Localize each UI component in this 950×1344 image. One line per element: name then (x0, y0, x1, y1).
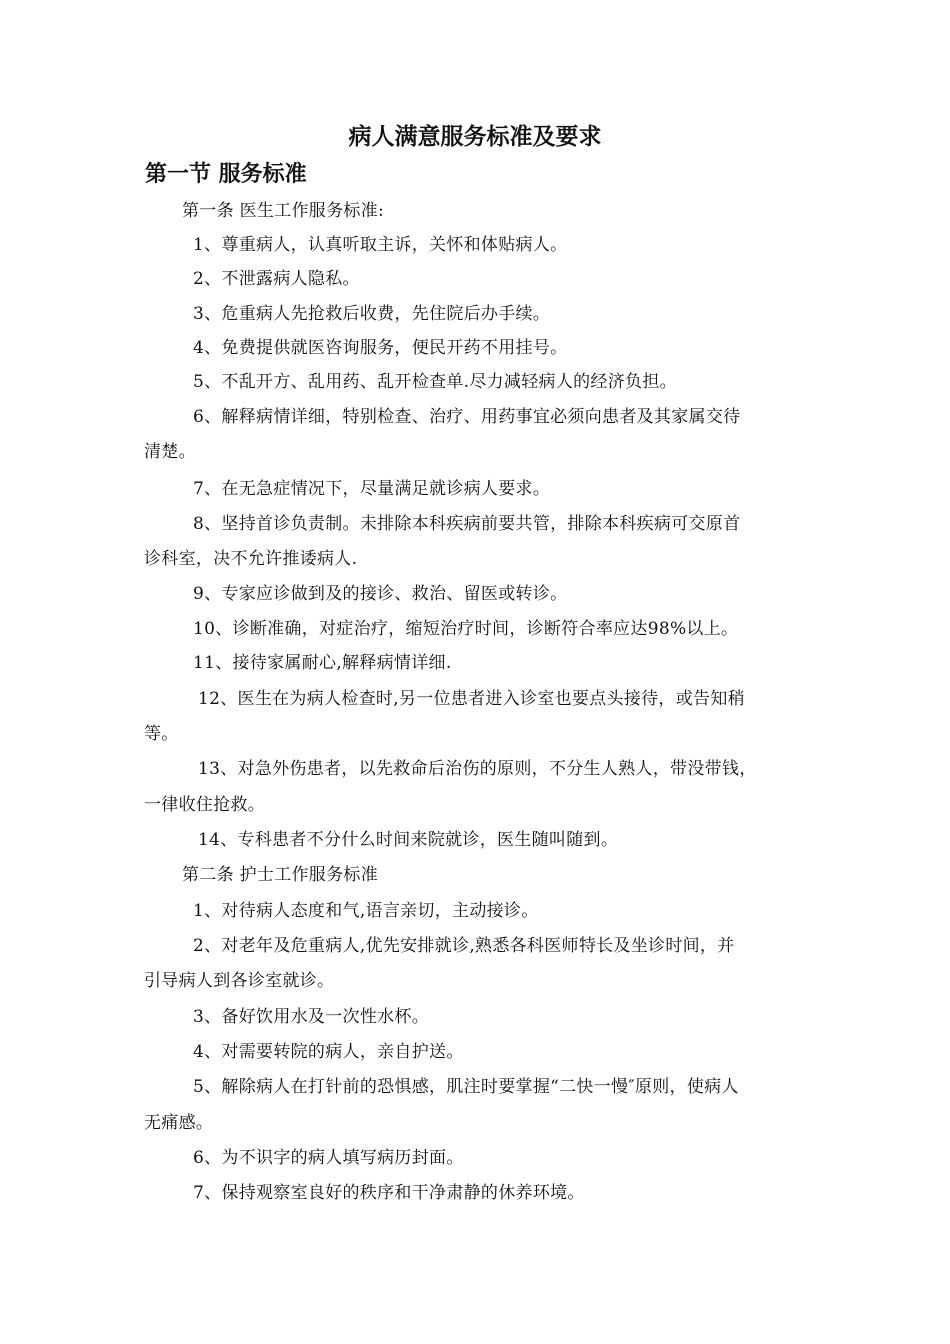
document-title: 病人满意服务标准及要求 (348, 123, 602, 150)
doctor-item-6: 6、解释病情详细，特别检查、治疗、用药事宜必须向患者及其家属交待 (193, 407, 741, 427)
doctor-item-8: 8、坚持首诊负责制。未排除本科疾病前要共管，排除本科疾病可交原首 (193, 514, 741, 534)
doctor-item-13: 13、对急外伤患者，以先救命后治伤的原则，不分生人熟人，带没带钱， (198, 759, 757, 779)
doctor-item-1: 1、尊重病人，认真听取主诉，关怀和体贴病人。 (193, 235, 568, 255)
section-heading: 第一节 服务标准 (145, 161, 307, 187)
article-heading-nurse: 第二条 护士工作服务标准 (182, 865, 379, 885)
doctor-item-14: 14、专科患者不分什么时间来院就诊，医生随叫随到。 (198, 830, 619, 850)
doctor-item-4: 4、免费提供就医咨询服务，便民开药不用挂号。 (193, 338, 568, 358)
article-heading-doctor: 第一条 医生工作服务标准: (182, 201, 385, 221)
nurse-item-6: 6、为不识字的病人填写病历封面。 (193, 1148, 464, 1168)
doctor-item-7: 7、在无急症情况下，尽量满足就诊病人要求。 (193, 479, 551, 499)
doctor-item-12: 12、医生在为病人检查时,另一位患者进入诊室也要点头接待，或告知稍 (198, 689, 745, 709)
doctor-item-11: 11、接待家属耐心,解释病情详细. (193, 653, 452, 673)
doctor-item-6-continued: 清楚。 (144, 442, 196, 462)
doctor-item-10: 10、诊断准确，对症治疗，缩短治疗时间，诊断符合率应达98%以上。 (193, 619, 739, 639)
doctor-item-8-continued: 诊科室，决不允许推诿病人. (144, 549, 358, 569)
doctor-item-13-continued: 一律收住抢救。 (144, 795, 266, 815)
doctor-item-3: 3、危重病人先抢救后收费，先住院后办手续。 (193, 304, 551, 324)
nurse-item-4: 4、对需要转院的病人，亲自护送。 (193, 1042, 464, 1062)
nurse-item-5-continued: 无痛感。 (144, 1113, 214, 1133)
doctor-item-12-continued: 等。 (144, 724, 179, 744)
nurse-item-2: 2、对老年及危重病人,优先安排就诊,熟悉各科医师特长及坐诊时间，并 (193, 936, 735, 956)
doctor-item-9: 9、专家应诊做到及的接诊、救治、留医或转诊。 (193, 584, 568, 604)
nurse-item-5: 5、解除病人在打针前的恐惧感，肌注时要掌握“二快一慢″原则，使病人 (193, 1077, 739, 1097)
nurse-item-2-continued: 引导病人到各诊室就诊。 (144, 971, 335, 991)
nurse-item-3: 3、备好饮用水及一次性水杯。 (193, 1007, 430, 1027)
nurse-item-1: 1、对待病人态度和气,语言亲切，主动接诊。 (193, 901, 539, 921)
doctor-item-5: 5、不乱开方、乱用药、乱开检查单.尽力减轻病人的经济负担。 (193, 372, 677, 392)
doctor-item-2: 2、不泄露病人隐私。 (193, 269, 360, 289)
nurse-item-7: 7、保持观察室良好的秩序和干净肃静的休养环境。 (193, 1183, 585, 1203)
